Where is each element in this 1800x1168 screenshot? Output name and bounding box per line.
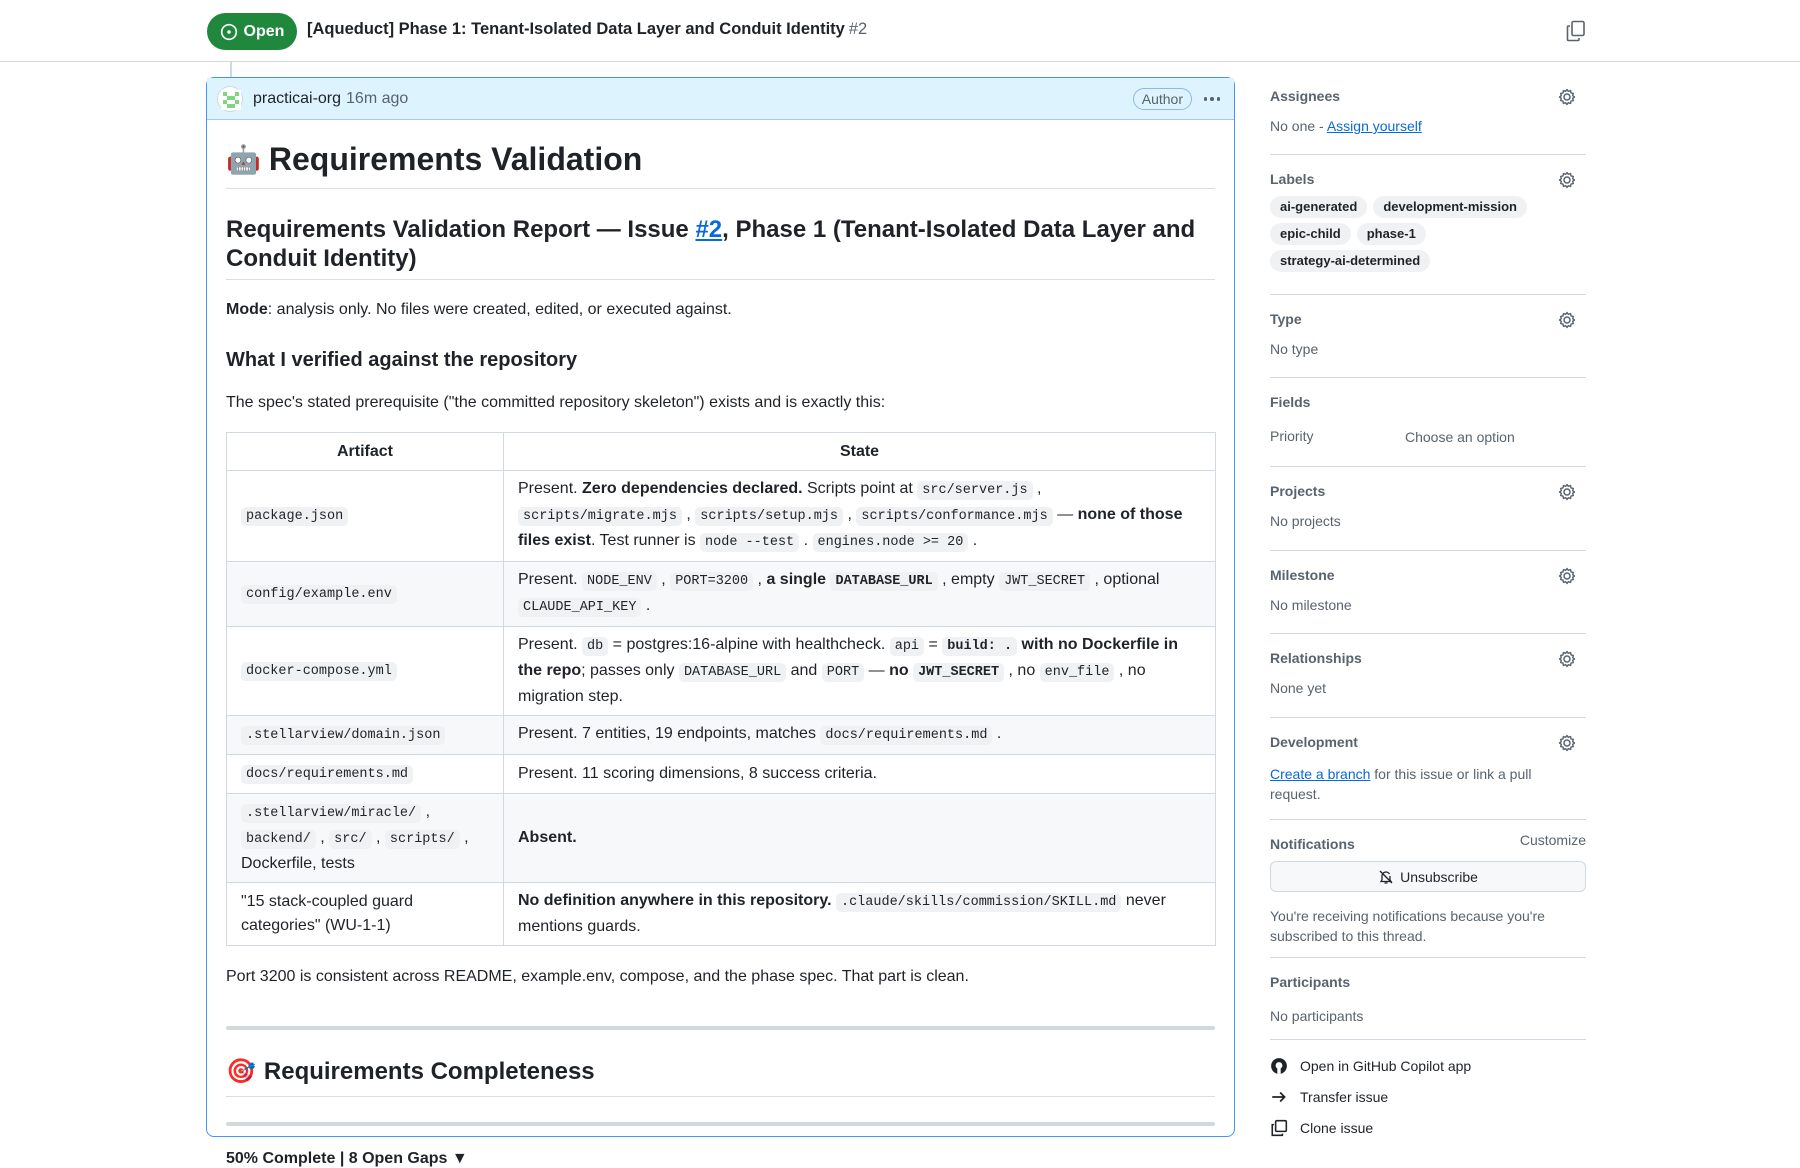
port-paragraph: Port 3200 is consistent across README, example.env, compose, and the phase spec. That part is clean. <box>226 968 969 985</box>
avatar[interactable] <box>217 86 243 112</box>
label-strategy-ai-determined[interactable]: strategy-ai-determined <box>1270 250 1430 272</box>
milestone-title: Milestone <box>1270 567 1335 583</box>
notifications-text: You're receiving notifications because you're subscribed to this thread. <box>1270 908 1545 944</box>
state-cell: Present. 7 entities, 19 endpoints, matches docs/requirements.md . <box>504 716 1216 755</box>
gear-icon[interactable] <box>1558 483 1576 501</box>
divider <box>226 1026 1215 1030</box>
relationships-title: Relationships <box>1270 650 1362 666</box>
report-heading-suffix: , Phase 1 (Tenant-Isolated Data Layer and Conduit Identity) <box>226 216 1196 272</box>
gear-icon[interactable] <box>1558 650 1576 668</box>
table-row <box>227 627 1216 716</box>
projects-section <box>1270 467 1586 551</box>
timeline-line <box>230 62 232 78</box>
issue-link[interactable]: #2 <box>695 216 723 243</box>
development-title: Development <box>1270 734 1358 750</box>
transfer-issue-label: Transfer issue <box>1300 1088 1389 1105</box>
labels-list <box>1270 196 1570 272</box>
create-branch-link[interactable]: Create a branch <box>1270 766 1371 782</box>
report-heading-prefix: Requirements Validation Report — Issue <box>226 216 696 243</box>
gear-icon[interactable] <box>1558 171 1576 189</box>
bell-slash-icon <box>1378 869 1394 885</box>
artifact-code: package.json <box>241 507 348 526</box>
completeness-heading <box>226 1057 1215 1097</box>
issue-state-label: Open <box>243 22 285 40</box>
gear-icon[interactable] <box>1558 734 1576 752</box>
priority-select[interactable]: Choose an option <box>1405 429 1515 445</box>
issue-title-text: [Aqueduct] Phase 1: Tenant-Isolated Data Layer and Conduit Identity <box>307 20 845 38</box>
completeness-summary-toggle[interactable]: 50% Complete | 8 Open Gaps ▼ <box>226 1150 468 1167</box>
state-cell: Absent. <box>504 794 1216 883</box>
heading-text: Requirements Validation <box>268 141 643 177</box>
type-section <box>1270 295 1586 378</box>
development-description: for this issue or link a pull request. <box>1270 766 1532 802</box>
priority-label: Priority <box>1270 428 1314 444</box>
state-cell: Present. Zero dependencies declared. Scripts point at src/server.js , scripts/migrate.mjs , scripts/setup.mjs , scripts/conformance.mjs — none of those files exist. Test runner is node --test . engines.node >= 20 . <box>504 471 1216 562</box>
fields-title: Fields <box>1270 394 1311 410</box>
divider <box>226 1122 1215 1126</box>
participants-text: No participants <box>1270 1008 1364 1024</box>
projects-title: Projects <box>1270 483 1326 499</box>
table-row <box>227 471 1216 562</box>
issue-actions <box>1270 1040 1586 1143</box>
notifications-title: Notifications <box>1270 836 1355 852</box>
report-heading <box>226 215 1215 280</box>
comment-author[interactable]: practicai-org <box>253 89 342 107</box>
sticky-header <box>0 0 1800 62</box>
mode-text: : analysis only. No files were created, edited, or executed against. <box>267 301 732 318</box>
robot-icon: 🤖 <box>226 144 261 175</box>
verified-heading: What I verified against the repository <box>226 349 578 371</box>
issue-title <box>307 20 867 39</box>
table-row <box>227 716 1216 755</box>
artifact-table <box>226 432 1216 946</box>
completeness-heading-text: Requirements Completeness <box>263 1057 595 1085</box>
assignees-text <box>1270 118 1422 134</box>
column-header-artifact: Artifact <box>227 433 504 471</box>
unsubscribe-label: Unsubscribe <box>1400 868 1478 885</box>
author-badge: Author <box>1133 88 1192 110</box>
comment-options-icon[interactable] <box>1202 90 1222 108</box>
unsubscribe-button[interactable] <box>1270 861 1586 892</box>
label-ai-generated[interactable]: ai-generated <box>1270 196 1367 218</box>
assignees-none: No one - <box>1270 118 1327 134</box>
fields-section <box>1270 378 1586 467</box>
open-in-copilot-label: Open in GitHub Copilot app <box>1300 1057 1472 1074</box>
participants-section <box>1270 958 1586 1040</box>
artifact-cell <box>227 471 504 562</box>
label-development-mission[interactable]: development-mission <box>1373 196 1527 218</box>
assignees-title: Assignees <box>1270 88 1341 104</box>
comment-timestamp[interactable]: 16m ago <box>346 89 409 107</box>
milestone-section <box>1270 551 1586 634</box>
issue-number: #2 <box>848 20 868 38</box>
artifact-cell: "15 stack-coupled guard categories" (WU-1-1) <box>227 883 504 946</box>
issue-state-badge <box>207 13 297 50</box>
artifact-cell: docker-compose.yml <box>227 627 504 716</box>
github-icon <box>1270 1057 1288 1075</box>
comment-header <box>207 78 1234 120</box>
issue-opened-icon <box>220 23 238 41</box>
artifact-cell: .stellarview/domain.json <box>227 716 504 755</box>
assignees-section <box>1270 78 1586 155</box>
state-cell: Present. 11 scoring dimensions, 8 success criteria. <box>504 755 1216 794</box>
development-section <box>1270 718 1586 820</box>
intro-paragraph: The spec's stated prerequisite ("the committed repository skeleton") exists and is exactly this: <box>226 394 886 411</box>
relationships-section <box>1270 634 1586 718</box>
labels-section <box>1270 155 1586 295</box>
column-header-state: State <box>504 433 1216 471</box>
type-text: No type <box>1270 341 1319 357</box>
table-row <box>227 562 1216 627</box>
type-title: Type <box>1270 311 1302 327</box>
clone-issue-label: Clone issue <box>1300 1119 1374 1136</box>
transfer-issue-button[interactable] <box>1270 1081 1586 1112</box>
table-row <box>227 794 1216 883</box>
participants-title: Participants <box>1270 974 1351 990</box>
issue-comment <box>206 77 1235 1167</box>
projects-text: No projects <box>1270 513 1341 529</box>
assign-yourself-link[interactable]: Assign yourself <box>1326 118 1422 134</box>
mode-paragraph <box>226 298 1215 322</box>
artifact-cell: .stellarview/miracle/ , backend/ , src/ , scripts/ , Dockerfile, tests <box>227 794 504 883</box>
artifact-cell: config/example.env <box>227 562 504 627</box>
table-row <box>227 755 1216 794</box>
artifact-cell: docs/requirements.md <box>227 755 504 794</box>
development-text <box>1270 764 1560 804</box>
label-phase-1[interactable]: phase-1 <box>1357 223 1426 245</box>
state-cell: No definition anywhere in this repository. .claude/skills/commission/SKILL.md never mentions guards. <box>504 883 1216 946</box>
arrow-right-icon <box>1270 1088 1288 1106</box>
table-row <box>227 883 1216 946</box>
comment-body <box>207 141 1234 1168</box>
copy-icon <box>1270 1119 1288 1137</box>
label-epic-child[interactable]: epic-child <box>1270 223 1351 245</box>
mode-label: Mode <box>226 301 268 318</box>
gear-icon[interactable] <box>1558 311 1576 329</box>
issue-sidebar <box>1270 78 1586 1143</box>
notifications-section <box>1270 820 1586 958</box>
relationships-text: None yet <box>1270 680 1327 696</box>
labels-title: Labels <box>1270 171 1315 187</box>
gear-icon[interactable] <box>1558 567 1576 585</box>
milestone-text: No milestone <box>1270 597 1352 613</box>
open-in-copilot-button[interactable] <box>1270 1050 1586 1081</box>
heading-requirements-validation <box>226 141 1215 189</box>
target-icon: 🎯 <box>226 1058 256 1085</box>
state-cell: Present. NODE_ENV , PORT=3200 , a single DATABASE_URL , empty JWT_SECRET , optional CLAUDE_API_KEY . <box>504 562 1216 627</box>
clone-issue-button[interactable] <box>1270 1112 1586 1143</box>
customize-link[interactable]: Customize <box>1519 832 1586 848</box>
state-cell: Present. db = postgres:16-alpine with healthcheck. api = build: . with no Dockerfile in the repo; passes only DATABASE_URL and PORT — no JWT_SECRET , no env_file , no migration step. <box>504 627 1216 716</box>
gear-icon[interactable] <box>1558 88 1576 106</box>
copy-icon[interactable] <box>1566 20 1586 42</box>
